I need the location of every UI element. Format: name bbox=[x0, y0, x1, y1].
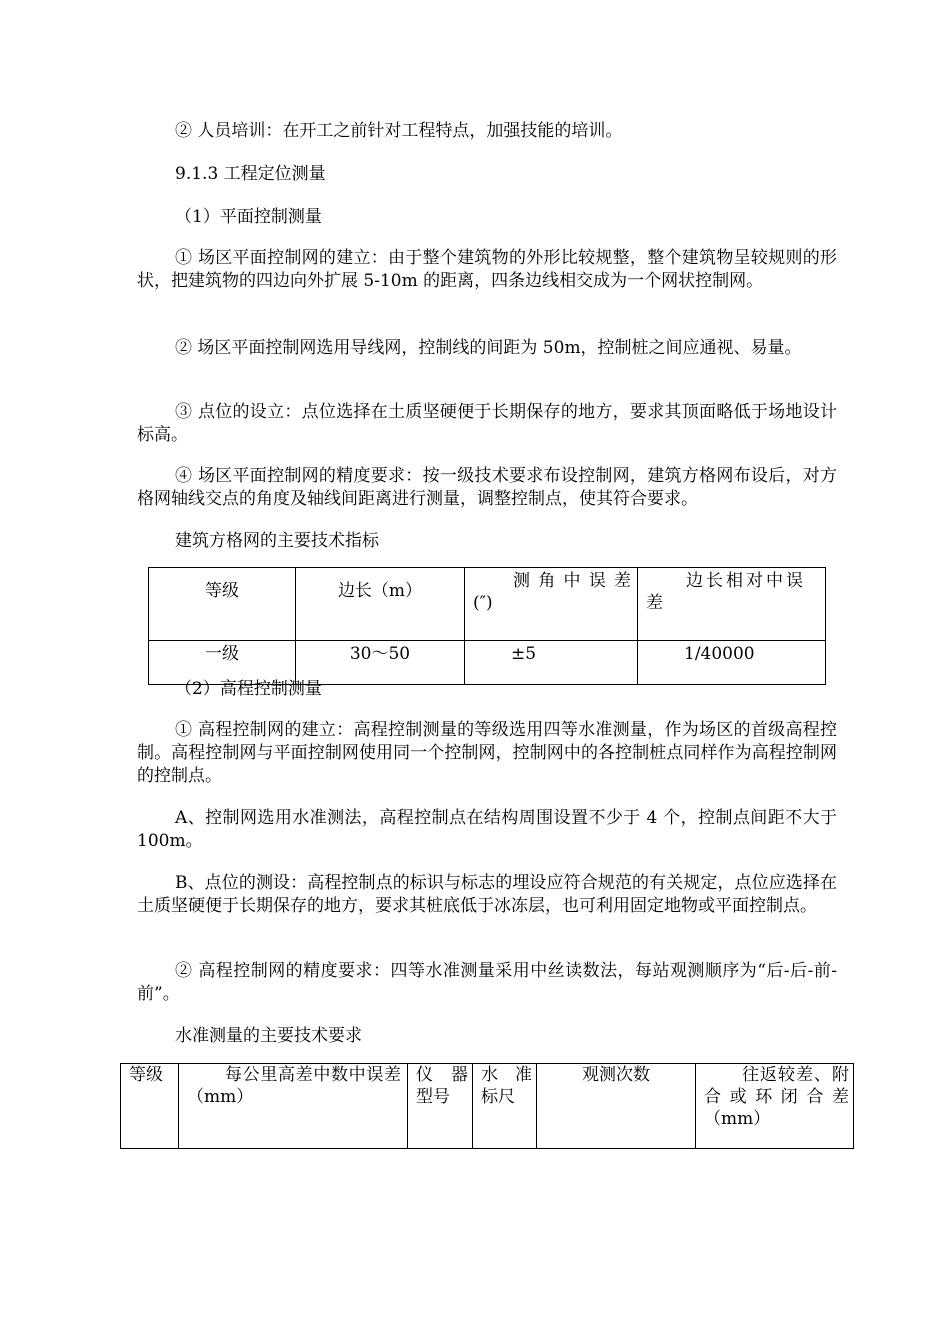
paragraph-point-setup: ③ 点位的设立：点位选择在土质坚硬便于长期保存的地方，要求其顶面略低于场地设计标高。 bbox=[137, 402, 837, 445]
paragraph-staff-training: ② 人员培训：在开工之前针对工程特点，加强技能的培训。 bbox=[175, 121, 623, 141]
header-grade: 等级 bbox=[149, 568, 296, 641]
paragraph-traverse-network: ② 场区平面控制网选用导线网，控制线的间距为 50m，控制桩之间应通视、易量。 bbox=[175, 338, 802, 358]
subheading-elevation-control: （2）高程控制测量 bbox=[175, 679, 322, 699]
paragraph-point-survey: B、点位的测设：高程控制点的标识与标志的埋设应符合规范的有关规定，点位应选择在土质坚硬便于长期保存的地方，要求其桩底低于冰冻层，也可利用固定地物或平面控制点。 bbox=[137, 873, 837, 916]
table-header-row bbox=[149, 568, 826, 641]
header-instrument-model: 仪 器 型号 bbox=[408, 1064, 473, 1149]
cell-grade: 一级 bbox=[149, 641, 296, 685]
header-leveling-staff: 水 准 标尺 bbox=[473, 1064, 537, 1149]
cell-relative-error: 1/40000 bbox=[638, 641, 826, 685]
table2-caption: 水准测量的主要技术要求 bbox=[175, 1026, 362, 1046]
leveling-requirements-table bbox=[120, 1063, 854, 1149]
table-header-row bbox=[121, 1064, 854, 1149]
header-error-per-km: 每公里高差中数中误差（mm） bbox=[179, 1064, 408, 1149]
paragraph-plane-accuracy: ④ 场区平面控制网的精度要求：按一级技术要求布设控制网，建筑方格网布设后，对方格网轴线交点的角度及轴线间距离进行测量，调整控制点，使其符合要求。 bbox=[137, 466, 837, 509]
grid-specs-table bbox=[148, 567, 826, 685]
header-grade: 等级 bbox=[121, 1064, 179, 1149]
header-closure-error: 往返较差、附合或环闭合差（mm） bbox=[696, 1064, 854, 1149]
table1-caption: 建筑方格网的主要技术指标 bbox=[175, 531, 379, 551]
paragraph-elevation-network-setup: ① 高程控制网的建立：高程控制测量的等级选用四等水准测量，作为场区的首级高程控制。高程控制网与平面控制网使用同一个控制网，控制网中的各控制桩点同样作为高程控制网的控制点。 bbox=[137, 720, 837, 786]
header-observation-count: 观测次数 bbox=[537, 1064, 696, 1149]
header-angle-error: 测 角 中 误 差 (″) bbox=[465, 568, 638, 641]
paragraph-plane-network-setup: ① 场区平面控制网的建立：由于整个建筑物的外形比较规整，整个建筑物呈较规则的形状，把建筑物的四边向外扩展 5-10m 的距离，四条边线相交成为一个网状控制网。 bbox=[137, 248, 837, 291]
cell-side-length: 30～50 bbox=[296, 641, 465, 685]
header-side-length: 边长（m） bbox=[296, 568, 465, 641]
paragraph-level-method: A、控制网选用水准测法，高程控制点在结构周围设置不少于 4 个，控制点间距不大于 100m。 bbox=[137, 808, 837, 851]
paragraph-elevation-accuracy: ② 高程控制网的精度要求：四等水准测量采用中丝读数法，每站观测顺序为“后-后-前-前”。 bbox=[137, 961, 837, 1004]
cell-angle-error: ±5 bbox=[465, 641, 638, 685]
header-relative-error: 边长相对中误差 bbox=[638, 568, 826, 641]
section-heading-9-1-3: 9.1.3 工程定位测量 bbox=[175, 164, 326, 184]
subheading-plane-control: （1）平面控制测量 bbox=[175, 207, 322, 227]
